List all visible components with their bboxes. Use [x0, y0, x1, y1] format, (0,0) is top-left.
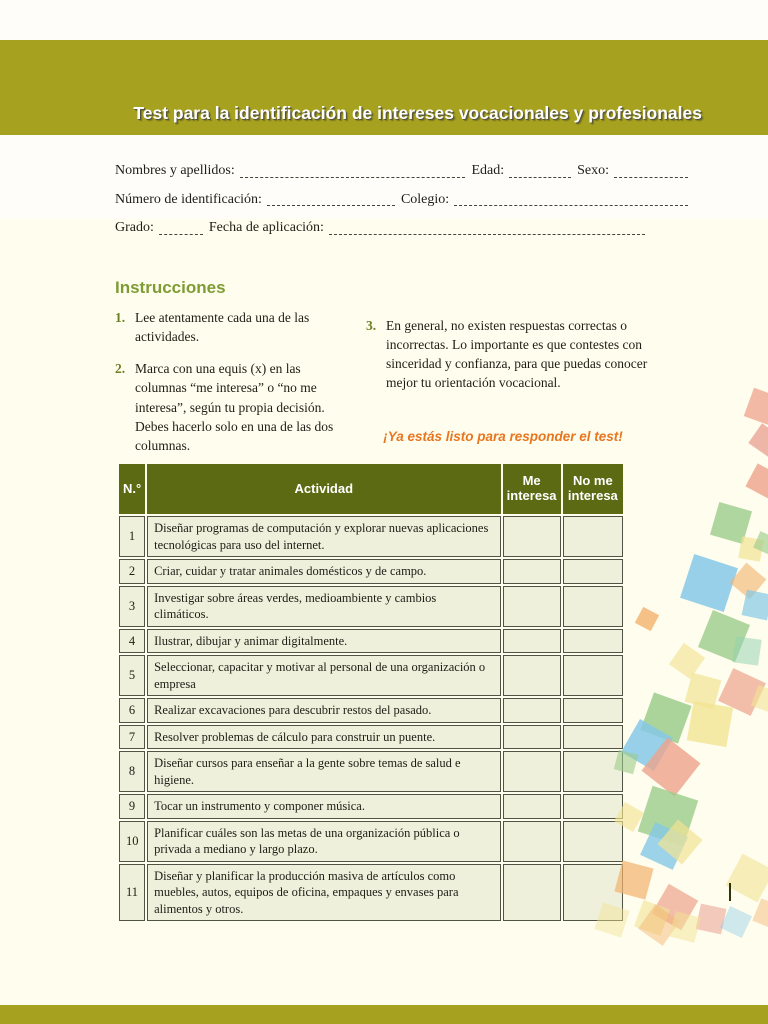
grado-fill-line[interactable]	[159, 221, 203, 235]
me-interesa-cell[interactable]	[503, 655, 561, 696]
table-row	[119, 698, 623, 723]
confetti-square	[726, 854, 768, 903]
instruction-number: 3.	[366, 318, 377, 333]
me-interesa-cell[interactable]	[503, 821, 561, 862]
instruction-text: En general, no existen respuestas correctas o incorrectas. Lo importante es que contestes con sinceridad y confianza, para que puedas conocer mejor tu orientación vocacional.	[386, 318, 648, 391]
header-me-interesa: Me interesa	[503, 464, 561, 514]
activity-text: Realizar excavaciones para descubrir restos del pasado.	[147, 698, 500, 723]
row-number: 5	[119, 655, 145, 696]
activity-text: Investigar sobre áreas verdes, medioambiente y cambios climáticos.	[147, 586, 500, 627]
me-interesa-cell[interactable]	[503, 864, 561, 922]
confetti-square	[748, 423, 768, 456]
no-me-interesa-cell[interactable]	[563, 725, 623, 750]
instruction-text: Lee atentamente cada una de las actividades.	[135, 310, 310, 345]
row-number: 11	[119, 864, 145, 922]
row-number: 6	[119, 698, 145, 723]
instruction-number: 1.	[115, 310, 126, 325]
cursor-mark	[729, 883, 731, 901]
sexo-label: Sexo:	[577, 163, 609, 178]
fecha-fill-line[interactable]	[329, 221, 645, 235]
form-row-1	[115, 162, 688, 180]
me-interesa-cell[interactable]	[503, 698, 561, 723]
me-interesa-cell[interactable]	[503, 586, 561, 627]
table-row	[119, 751, 623, 792]
activity-text: Planificar cuáles son las metas de una organización pública o privada a mediano y largo plazo.	[147, 821, 500, 862]
table-row	[119, 725, 623, 750]
instruction-item-3	[366, 316, 664, 393]
edad-fill-line[interactable]	[509, 164, 571, 178]
sexo-fill-line[interactable]	[614, 164, 688, 178]
instruction-text: Marca con una equis (x) en las columnas “me interesa” o “no me interesa”, según tu propia decisión. Debes hacerlo solo en una de las dos columnas.	[135, 361, 334, 453]
activities-table-body	[119, 516, 623, 921]
nombres-label: Nombres y apellidos:	[115, 163, 235, 178]
instruction-item-1	[115, 308, 355, 346]
grado-label: Grado:	[115, 220, 154, 235]
no-me-interesa-cell[interactable]	[563, 559, 623, 584]
table-row	[119, 516, 623, 557]
me-interesa-cell[interactable]	[503, 629, 561, 654]
header-activity: Actividad	[147, 464, 500, 514]
activity-text: Diseñar programas de computación y explorar nuevas aplicaciones tecnológicas para uso del internet.	[147, 516, 500, 557]
activity-text: Ilustrar, dibujar y animar digitalmente.	[147, 629, 500, 654]
activity-text: Resolver problemas de cálculo para construir un puente.	[147, 725, 500, 750]
form-row-3	[115, 219, 688, 237]
instruction-item-2	[115, 359, 355, 455]
no-me-interesa-cell[interactable]	[563, 629, 623, 654]
confetti-square	[687, 701, 733, 747]
table-row	[119, 655, 623, 696]
row-number: 3	[119, 586, 145, 627]
instructions-heading: Instrucciones	[115, 278, 226, 297]
colegio-label: Colegio:	[400, 191, 450, 207]
table-row	[119, 864, 623, 922]
title-band	[0, 40, 768, 135]
activity-text: Diseñar cursos para enseñar a la gente sobre temas de salud e higiene.	[147, 751, 500, 792]
no-me-interesa-cell[interactable]	[563, 586, 623, 627]
me-interesa-cell[interactable]	[503, 516, 561, 557]
instructions-column-right	[366, 316, 664, 406]
row-number: 2	[119, 559, 145, 584]
no-me-interesa-cell[interactable]	[563, 698, 623, 723]
nombres-fill-line[interactable]	[240, 164, 466, 178]
numero-label: Número de identificación:	[115, 191, 262, 207]
table-row	[119, 559, 623, 584]
activities-table	[117, 462, 625, 923]
row-number: 1	[119, 516, 145, 557]
instruction-number: 2.	[115, 361, 126, 377]
numero-fill-line[interactable]	[267, 192, 395, 206]
edad-label: Edad:	[471, 163, 505, 178]
me-interesa-cell[interactable]	[503, 794, 561, 819]
row-number: 8	[119, 751, 145, 792]
footer-band	[0, 1005, 768, 1024]
me-interesa-cell[interactable]	[503, 725, 561, 750]
me-interesa-cell[interactable]	[503, 751, 561, 792]
activity-text: Diseñar y planificar la producción masiva de artículos como muebles, autos, equipos de oficina, empaques y envases para alimentos y otros.	[147, 864, 500, 922]
header-no-me-interesa: No me interesa	[563, 464, 623, 514]
form-row-2	[115, 191, 688, 209]
me-interesa-cell[interactable]	[503, 559, 561, 584]
activity-text: Seleccionar, capacitar y motivar al personal de una organización o empresa	[147, 655, 500, 696]
row-number: 7	[119, 725, 145, 750]
ready-callout: ¡Ya estás listo para responder el test!	[383, 429, 623, 444]
instructions-column-left	[115, 308, 355, 468]
no-me-interesa-cell[interactable]	[563, 655, 623, 696]
confetti-square	[742, 590, 768, 621]
no-me-interesa-cell[interactable]	[563, 821, 623, 862]
table-row	[119, 629, 623, 654]
confetti-square	[752, 898, 768, 929]
activity-text: Criar, cuidar y tratar animales domésticos y de campo.	[147, 559, 500, 584]
identification-form	[115, 162, 688, 248]
row-number: 9	[119, 794, 145, 819]
no-me-interesa-cell[interactable]	[563, 516, 623, 557]
confetti-square	[744, 388, 768, 426]
activity-text: Tocar un instrumento y componer música.	[147, 794, 500, 819]
no-me-interesa-cell[interactable]	[563, 751, 623, 792]
confetti-square	[745, 463, 768, 498]
page-title: Test para la identificación de intereses vocacionales y profesionales	[133, 103, 702, 123]
confetti-square	[732, 636, 761, 665]
fecha-label: Fecha de aplicación:	[208, 220, 324, 235]
confetti-square	[669, 911, 701, 943]
row-number: 4	[119, 629, 145, 654]
confetti-square	[635, 607, 659, 631]
table-row	[119, 821, 623, 862]
row-number: 10	[119, 821, 145, 862]
table-row	[119, 794, 623, 819]
table-header-row	[119, 464, 623, 514]
no-me-interesa-cell[interactable]	[563, 794, 623, 819]
colegio-fill-line[interactable]	[454, 192, 688, 206]
table-row	[119, 586, 623, 627]
header-number: N.°	[119, 464, 145, 514]
